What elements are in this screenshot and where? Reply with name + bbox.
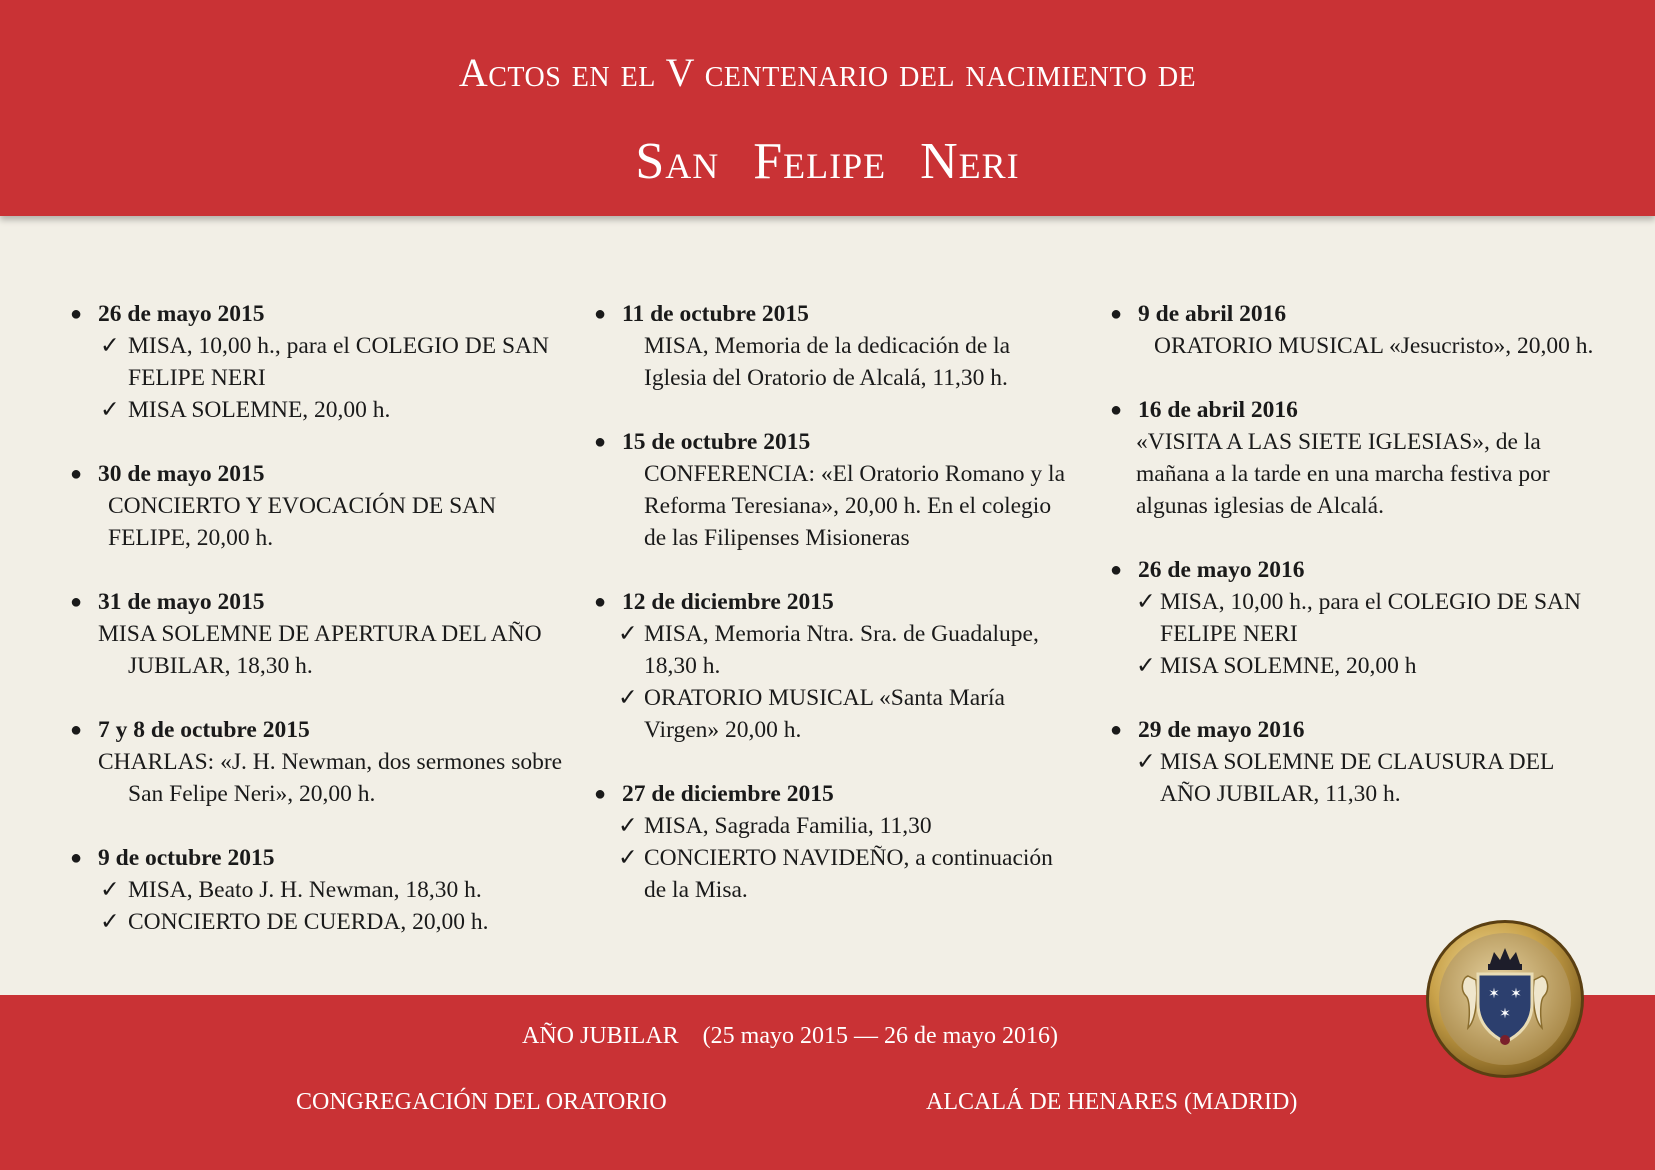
event-sub-item: ✓ MISA SOLEMNE, 20,00 h. bbox=[68, 394, 568, 426]
event-date: ● 30 de mayo 2015 bbox=[68, 458, 568, 490]
event-date: ● 27 de diciembre 2015 bbox=[592, 778, 1077, 810]
check-icon: ✓ bbox=[618, 813, 638, 839]
bullet-icon: ● bbox=[70, 847, 83, 869]
event-item bbox=[592, 426, 1077, 554]
event-date: ● 7 y 8 de octubre 2015 bbox=[68, 714, 568, 746]
check-icon: ✓ bbox=[618, 845, 638, 871]
event-date: ● 16 de abril 2016 bbox=[1108, 394, 1608, 426]
event-item bbox=[1108, 714, 1608, 810]
check-icon: ✓ bbox=[1136, 653, 1156, 679]
event-sub-item: ✓ MISA, Memoria Ntra. Sra. de Guadalupe, 18,30 h. bbox=[592, 618, 1077, 682]
footer-banner bbox=[0, 995, 1655, 1170]
title-text-1: Actos en el V centenario del nacimiento de bbox=[458, 50, 1197, 95]
bullet-icon: ● bbox=[70, 463, 83, 485]
events-column-1 bbox=[68, 298, 568, 970]
event-date: ● 26 de mayo 2015 bbox=[68, 298, 568, 330]
event-date: ● 26 de mayo 2016 bbox=[1108, 554, 1608, 586]
location-name: ALCALÁ DE HENARES (MADRID) bbox=[926, 1089, 1298, 1115]
event-date: ● 15 de octubre 2015 bbox=[592, 426, 1077, 458]
bullet-icon: ● bbox=[70, 719, 83, 741]
event-item bbox=[592, 298, 1077, 394]
event-sub-item: ✓ MISA, 10,00 h., para el COLEGIO DE SAN FELIPE NERI bbox=[68, 330, 568, 394]
event-item bbox=[68, 842, 568, 938]
event-date: ● 9 de octubre 2015 bbox=[68, 842, 568, 874]
bullet-icon: ● bbox=[1110, 399, 1123, 421]
event-item bbox=[1108, 554, 1608, 682]
bullet-icon: ● bbox=[594, 303, 607, 325]
svg-text:✶: ✶ bbox=[1488, 986, 1500, 1002]
jubilar-range: (25 mayo 2015 — 26 de mayo 2016) bbox=[702, 1023, 1058, 1049]
event-sub-item: ✓ MISA, Sagrada Familia, 11,30 bbox=[592, 810, 1077, 842]
bullet-icon: ● bbox=[70, 303, 83, 325]
event-date: ● 31 de mayo 2015 bbox=[68, 586, 568, 618]
event-item bbox=[68, 298, 568, 426]
events-column-3 bbox=[1108, 298, 1608, 842]
congregation-name: CONGREGACIÓN DEL ORATORIO bbox=[296, 1089, 667, 1115]
check-icon: ✓ bbox=[618, 621, 638, 647]
bullet-icon: ● bbox=[594, 783, 607, 805]
event-sub-item: ✓ CONCIERTO DE CUERDA, 20,00 h. bbox=[68, 906, 568, 938]
title-line-1 bbox=[0, 38, 1655, 108]
svg-text:✶: ✶ bbox=[1499, 1006, 1511, 1022]
event-description: MISA, Memoria de la dedicación de la Iglesia del Oratorio de Alcalá, 11,30 h. bbox=[644, 333, 1011, 391]
event-item bbox=[592, 586, 1077, 746]
event-description: ORATORIO MUSICAL «Jesucristo», 20,00 h. bbox=[1154, 333, 1594, 359]
jubilar-label: AÑO JUBILAR bbox=[522, 1023, 679, 1049]
jubilar-line bbox=[522, 1023, 1058, 1050]
event-item bbox=[68, 458, 568, 554]
bullet-icon: ● bbox=[594, 431, 607, 453]
event-item bbox=[68, 586, 568, 682]
event-sub-item: ✓ MISA, Beato J. H. Newman, 18,30 h. bbox=[68, 874, 568, 906]
event-description: «VISITA A LAS SIETE IGLESIAS», de la mañana a la tarde en una marcha festiva por algunas iglesias de Alcalá. bbox=[1136, 429, 1550, 519]
event-item bbox=[1108, 298, 1608, 362]
bullet-icon: ● bbox=[1110, 303, 1123, 325]
event-sub-item: ✓ ORATORIO MUSICAL «Santa María Virgen» 20,00 h. bbox=[592, 682, 1077, 746]
event-sub-item: ✓ MISA SOLEMNE, 20,00 h bbox=[1108, 650, 1608, 682]
event-date: ● 9 de abril 2016 bbox=[1108, 298, 1608, 330]
event-date: ● 12 de diciembre 2015 bbox=[592, 586, 1077, 618]
check-icon: ✓ bbox=[100, 397, 120, 423]
event-date: ● 29 de mayo 2016 bbox=[1108, 714, 1608, 746]
bullet-icon: ● bbox=[1110, 719, 1123, 741]
event-item bbox=[1108, 394, 1608, 522]
header-banner bbox=[0, 0, 1655, 216]
event-item bbox=[592, 778, 1077, 906]
title-text-2: San Felipe Neri bbox=[635, 133, 1020, 190]
bullet-icon: ● bbox=[594, 591, 607, 613]
check-icon: ✓ bbox=[100, 909, 120, 935]
event-sub-item: ✓ MISA SOLEMNE DE CLAUSURA DEL AÑO JUBILAR, 11,30 h. bbox=[1108, 746, 1608, 810]
event-description: CONCIERTO Y EVOCACIÓN DE SAN FELIPE, 20,00 h. bbox=[108, 493, 497, 551]
check-icon: ✓ bbox=[1136, 749, 1156, 775]
event-date: ● 11 de octubre 2015 bbox=[592, 298, 1077, 330]
title-line-2 bbox=[0, 122, 1655, 202]
event-description: MISA SOLEMNE DE APERTURA DEL AÑO JUBILAR, 18,30 h. bbox=[98, 621, 542, 679]
event-sub-item: ✓ MISA, 10,00 h., para el COLEGIO DE SAN FELIPE NERI bbox=[1108, 586, 1608, 650]
event-item bbox=[68, 714, 568, 810]
event-description: CONFERENCIA: «El Oratorio Romano y la Reforma Teresiana», 20,00 h. En el colegio de las Filipenses Misioneras bbox=[644, 461, 1066, 551]
oratory-coat-of-arms-icon bbox=[1424, 918, 1586, 1080]
bullet-icon: ● bbox=[70, 591, 83, 613]
bullet-icon: ● bbox=[1110, 559, 1123, 581]
check-icon: ✓ bbox=[100, 333, 120, 359]
check-icon: ✓ bbox=[1136, 589, 1156, 615]
event-description: CHARLAS: «J. H. Newman, dos sermones sobre San Felipe Neri», 20,00 h. bbox=[98, 749, 563, 807]
event-sub-item: ✓ CONCIERTO NAVIDEÑO, a continuación de la Misa. bbox=[592, 842, 1077, 906]
check-icon: ✓ bbox=[618, 685, 638, 711]
events-column-2 bbox=[592, 298, 1077, 938]
check-icon: ✓ bbox=[100, 877, 120, 903]
svg-text:✶: ✶ bbox=[1510, 986, 1522, 1002]
